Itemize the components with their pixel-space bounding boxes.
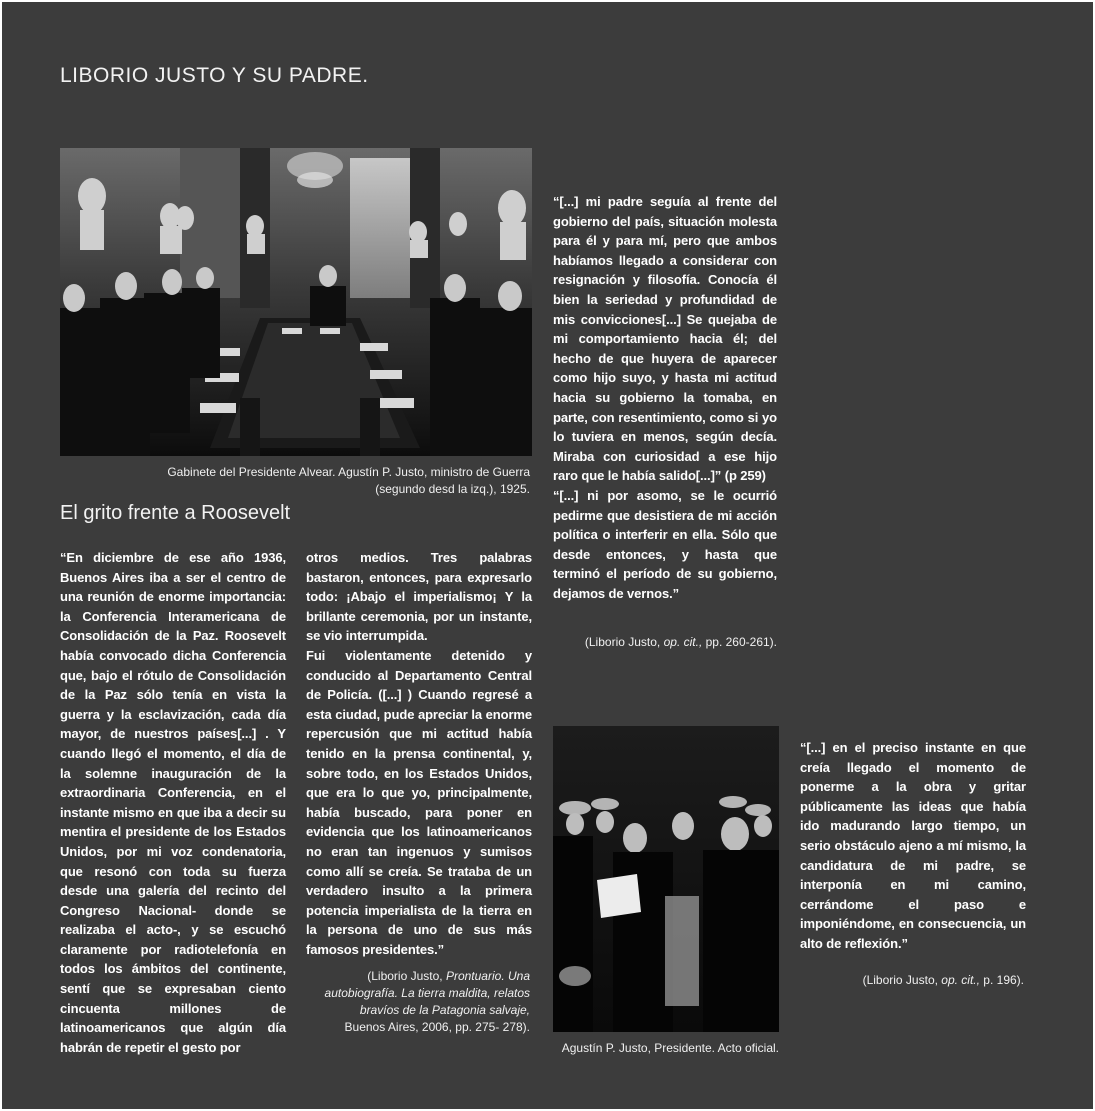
- lower-quote-citation: [800, 972, 1024, 989]
- right-quote-text: “[...] mi padre seguía al frente del gobierno del país, situación molesta para él y para mí, pero que ambos habíamos llegado a considerar con resignación y filosofía. Conocía él bien la seriedad y profundidad de mis convicciones[...] Se quejaba de mi comportamiento hacia él; del hecho de que huyera de aparecer como hijo suyo, y hasta mi actitud hacia su gobierno la tomaba, en parte, con resentimiento, como si yo lo tuviera en menos, según decía. Miraba con curiosidad a ese hijo raro que le había salido[...]” (p 259): [553, 194, 777, 484]
- section-heading: El grito frente a Roosevelt: [60, 502, 291, 524]
- citation-title: Prontuario. Una autobiografía. La tierra maldita, relatos bravíos de la Patagonia salvaje,: [324, 969, 530, 1017]
- page: [2, 2, 1093, 1109]
- right-quote-text: “[...] ni por asomo, se le ocurrió pedirme que desistiera de mi acción política o interferir en ella. Sólo que desde entonces, y hasta que terminó el período de su gobierno, dejamos de vernos.”: [553, 487, 777, 601]
- main-quote-column-2: [306, 548, 532, 959]
- official-act-photo-caption: [542, 1040, 779, 1057]
- caption-line: (segundo desd la izq.), 1925.: [375, 482, 530, 496]
- cabinet-photo-caption: [60, 464, 530, 498]
- caption-line: Agustín P. Justo, Presidente. Acto oficial.: [561, 1041, 779, 1055]
- main-quote-text: “En diciembre de ese año 1936, Buenos Aires iba a ser el centro de una reunión de enorme importancia: la Conferencia Interamericana de Consolidación de la Paz. Roosevelt había convocado dicha Conferencia que, bajo el rótulo de Consolidación de la Paz sólo tenía en vista la guerra y la esclavización, cada día mayor, de nuestros países[...] . Y cuando llegó el momento, el día de la solemne inauguración de la extraordinaria Conferencia, en el instante mismo en que iba a decir su mentira el presidente de los Estados Unidos, por mi voz condenatoria, que resonó con toda su fuerza desde una galería del recinto del Congreso Nacional- donde se realizaba el acto-, y se escuchó claramente por radiotelefonía en todos los ámbitos del continente, sentí que se expresaban ciento cincuenta millones de latinoamericanos que algún día habrán de repetir el gesto por: [60, 550, 286, 1055]
- citation-title: op. cit.,: [663, 635, 703, 649]
- citation-details: Buenos Aires, 2006, pp. 275- 278).: [344, 1020, 530, 1034]
- citation-author: (Liborio Justo,: [367, 969, 446, 983]
- main-quote-text: Fui violentamente detenido y conducido al Departamento Central de Policía. ([...] ) Cuando regresé a esta ciudad, pude apreciar la enorme repercusión que mi actitud había tenido en la prensa continental, y, sobre todo, en los Estados Unidos, que era lo que yo, principalmente, había buscado, para poner en evidencia que los latinoamericanos no eran tan ingenuos y sumisos como allí se creía. Se trataba de un verdadero insulto a la primera potencia imperialista de la tierra en la persona de uno de sus más famosos presidentes.”: [306, 647, 532, 957]
- right-quote-citation: [553, 634, 777, 651]
- official-act-photo: [553, 726, 779, 1032]
- citation-details: p. 196).: [979, 973, 1024, 987]
- main-quote-citation: [302, 968, 530, 1036]
- right-quote: [553, 192, 777, 603]
- cabinet-photo: [60, 148, 532, 456]
- main-quote-column-1: [60, 548, 286, 1057]
- citation-author: (Liborio Justo,: [862, 973, 942, 987]
- main-quote-text: otros medios. Tres palabras bastaron, entonces, para expresarlo todo: ¡Abajo el imperialismo¡ Y la brillante ceremonia, por un instante, se vio interrumpida.: [306, 550, 532, 644]
- citation-details: pp. 260-261).: [702, 635, 777, 649]
- citation-title: op. cit.,: [941, 973, 980, 987]
- citation-author: (Liborio Justo,: [584, 635, 664, 649]
- lower-quote-text: “[...] en el preciso instante en que creía llegado el momento de ponerme a la obra y gritar públicamente las ideas que había ido madurando largo tiempo, un serio obstáculo ajeno a mí mismo, la candidatura de mi padre, se interponía en mi camino, cerrándome el paso e imponiéndome, en consecuencia, un alto de reflexión.”: [800, 740, 1026, 951]
- lower-quote: [800, 738, 1026, 954]
- page-title: LIBORIO JUSTO Y SU PADRE.: [60, 64, 369, 87]
- caption-line: Gabinete del Presidente Alvear. Agustín P. Justo, ministro de Guerra: [167, 465, 530, 479]
